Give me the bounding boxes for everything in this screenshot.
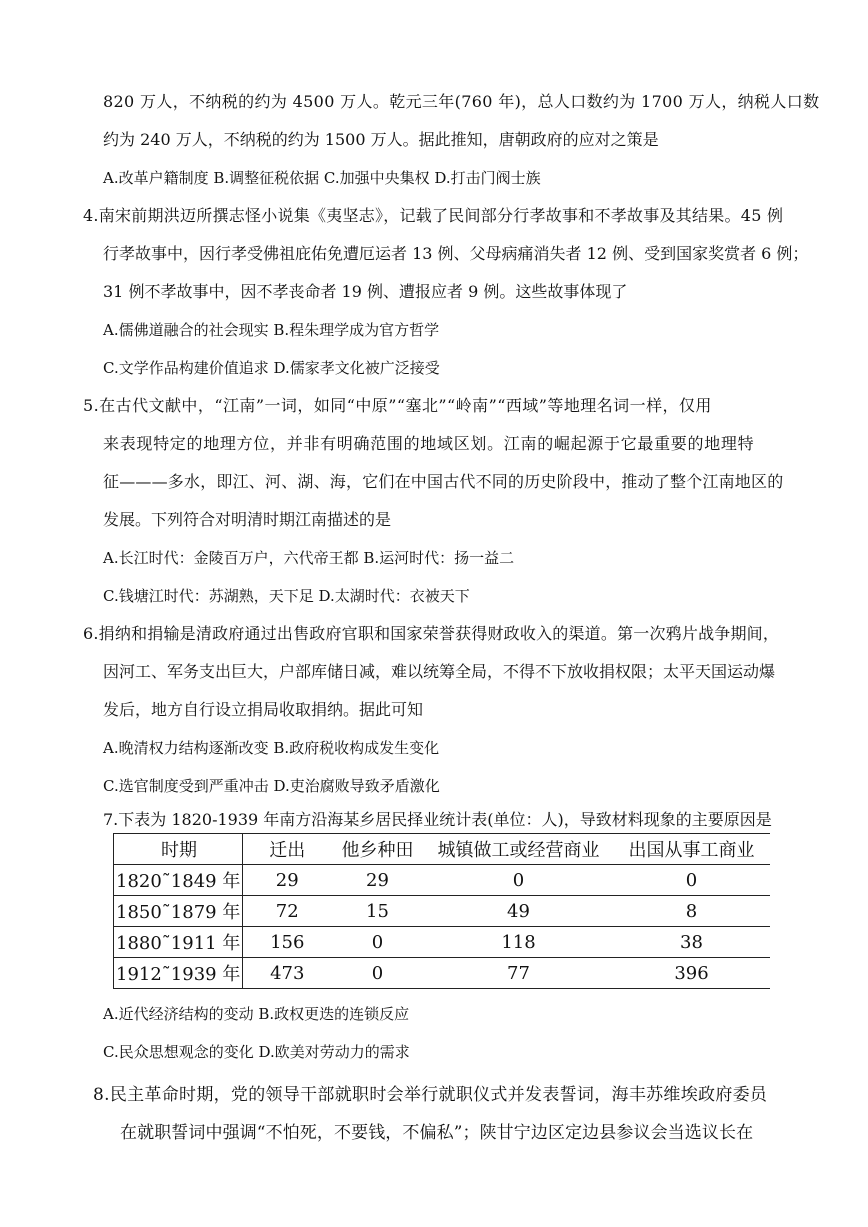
question-5-text: 5.在古代文献中，“江南”一词，如同“中原”“塞北”“岭南”“西域”等地理名词一样，仅用: [83, 396, 712, 415]
table-header-cell: 城镇做工或经营商业: [424, 834, 614, 865]
table-cell: 29: [243, 865, 332, 896]
question-8-text: 8.民主革命时期，党的领导干部就职时会举行就职仪式并发表誓词，海丰苏维埃政府委员: [93, 1085, 768, 1105]
table-header-cell: 他乡种田: [332, 834, 424, 865]
table-cell: 396: [614, 958, 770, 989]
answer-options: A.近代经济结构的变动 B.政权更迭的连锁反应: [103, 1005, 410, 1023]
text-line: 在就职誓词中强调“不怕死，不要钱，不偏私”；陕甘宁边区定边县参议会当选议长在: [120, 1123, 754, 1143]
text-line: 因河工、军务支出巨大，户部库储日减，难以统筹全局，不得不下放收捐权限；太平天国运动爆: [103, 662, 776, 681]
answer-options: A.改革户籍制度 B.调整征税依据 C.加强中央集权 D.打击门阀士族: [103, 169, 541, 187]
table-cell: 1820˜1849 年: [114, 865, 243, 896]
table-cell: 15: [332, 896, 424, 927]
text-line: 行孝故事中，因行孝受佛祖庇佑免遭厄运者 13 例、父母病痛消失者 12 例、受到国家奖赏者 6 例；: [103, 244, 809, 263]
table-cell: 72: [243, 896, 332, 927]
table-cell: 0: [332, 927, 424, 958]
occupation-statistics-table: [113, 833, 770, 989]
table-header-row: [114, 834, 770, 865]
table-cell: 0: [424, 865, 614, 896]
table-header-cell: 出国从事工商业: [614, 834, 770, 865]
table-cell: 8: [614, 896, 770, 927]
question-7-text: 7.下表为 1820-1939 年南方沿海某乡居民择业统计表(单位：人)，导致材料现象的主要原因是: [103, 810, 772, 829]
table-cell: 0: [614, 865, 770, 896]
table-header-cell: 迁出: [243, 834, 332, 865]
text-line: 31 例不孝故事中，因不孝丧命者 19 例、遭报应者 9 例。这些故事体现了: [103, 282, 628, 301]
table-cell: 1912˜1939 年: [114, 958, 243, 989]
answer-options: A.晚清权力结构逐渐改变 B.政府税收构成发生变化: [103, 739, 440, 757]
text-line: 约为 240 万人，不纳税的约为 1500 万人。据此推知，唐朝政府的应对之策是: [103, 130, 659, 149]
table-cell: 0: [332, 958, 424, 989]
table-row: [114, 896, 770, 927]
table-cell: 118: [424, 927, 614, 958]
table-cell: 1850˜1879 年: [114, 896, 243, 927]
table-cell: 156: [243, 927, 332, 958]
text-line: 来表现特定的地理方位，并非有明确范围的地域区划。江南的崛起源于它最重要的地理特: [103, 434, 755, 453]
answer-options: C.钱塘江时代：苏湖熟，天下足 D.太湖时代：衣被天下: [103, 587, 470, 605]
question-4-text: 4.南宋前期洪迈所撰志怪小说集《夷坚志》，记载了民间部分行孝故事和不孝故事及其结果。45 例: [83, 206, 784, 225]
answer-options: C.民众思想观念的变化 D.欧美对劳动力的需求: [103, 1043, 410, 1061]
table-cell: 49: [424, 896, 614, 927]
text-line: 发展。下列符合对明清时期江南描述的是: [103, 510, 392, 529]
answer-options: C.选官制度受到严重冲击 D.吏治腐败导致矛盾激化: [103, 777, 440, 795]
table-cell: 77: [424, 958, 614, 989]
table-row: [114, 958, 770, 989]
table-row: [114, 927, 770, 958]
table-header-cell: 时期: [114, 834, 243, 865]
text-line: 征———多水，即江、河、湖、海，它们在中国古代不同的历史阶段中，推动了整个江南地区的: [103, 472, 784, 491]
table-row: [114, 865, 770, 896]
table-cell: 38: [614, 927, 770, 958]
question-6-text: 6.捐纳和捐输是清政府通过出售政府官职和国家荣誉获得财政收入的渠道。第一次鸦片战争期间，: [83, 624, 780, 643]
answer-options: A.儒佛道融合的社会现实 B.程朱理学成为官方哲学: [103, 321, 440, 339]
table-cell: 473: [243, 958, 332, 989]
table-cell: 1880˜1911 年: [114, 927, 243, 958]
table-cell: 29: [332, 865, 424, 896]
answer-options: C.文学作品构建价值追求 D.儒家孝文化被广泛接受: [103, 359, 440, 377]
answer-options: A.长江时代：金陵百万户，六代帝王都 B.运河时代：扬一益二: [103, 549, 515, 567]
text-line: 820 万人，不纳税的约为 4500 万人。乾元三年(760 年)，总人口数约为 1700 万人，纳税人口数: [103, 92, 820, 111]
text-line: 发后，地方自行设立捐局收取捐纳。据此可知: [103, 700, 424, 719]
